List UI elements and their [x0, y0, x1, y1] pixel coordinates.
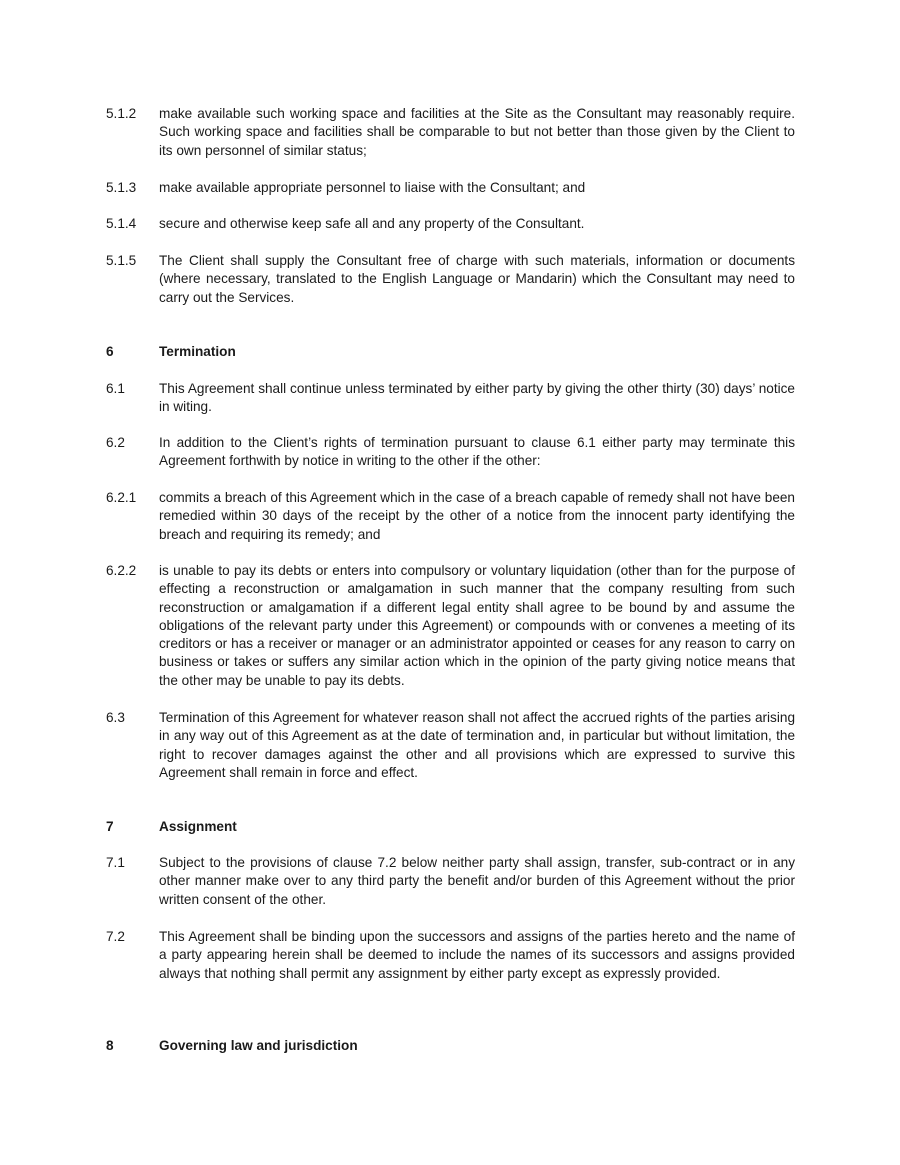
- clause-text: commits a breach of this Agreement which in the case of a breach capable of remedy shall not have been remedied within 30 days of the receipt by the other of a notice from the innocent party identifying the breach and requiring its remedy; and: [159, 490, 795, 542]
- clause-text: In addition to the Client’s rights of termination pursuant to clause 6.1 either party may terminate this Agreement forthwith by notice in writing to the other if the other:: [159, 435, 795, 469]
- section-heading-termination: [106, 343, 795, 361]
- clause-6-1: [106, 380, 795, 417]
- clause-text: This Agreement shall be binding upon the successors and assigns of the parties hereto and the name of a party appearing herein shall be deemed to include the names of its successors and assigns provided always that nothing shall permit any assignment by either party except as expressly provided.: [159, 929, 795, 981]
- clause-6-2-2: [106, 562, 795, 690]
- clause-6-2-1: [106, 489, 795, 544]
- clause-number: 7.2: [106, 929, 125, 944]
- section-title: Termination: [159, 344, 236, 359]
- clause-text: Termination of this Agreement for whatever reason shall not affect the accrued rights of the parties arising in any way out of this Agreement as at the date of termination and, in particular but without limitation, the right to recover damages against the other and all provisions which are expressed to survive this Agreement shall remain in force and effect.: [159, 710, 795, 780]
- clause-number: 5.1.3: [106, 180, 137, 195]
- clause-text: This Agreement shall continue unless terminated by either party by giving the other thirty (30) days’ notice in witing.: [159, 381, 795, 415]
- section-number: 7: [106, 819, 114, 834]
- section-number: 6: [106, 344, 114, 359]
- clause-text: is unable to pay its debts or enters into compulsory or voluntary liquidation (other than for the purpose of effecting a reconstruction or amalgamation in such manner that the company resulting from such reconstruction or amalgamation if a different legal entity shall agree to be bound by and assume the obligations of the relevant party under this Agreement) or compounds with or convenes a meeting of its creditors or has a receiver or manager or an administrator appointed or ceases for any reason to carry on business or takes or suffers any similar action which in the opinion of the party giving notice means that the other may be unable to pay its debts.: [159, 563, 795, 688]
- clause-number: 6.3: [106, 710, 125, 725]
- clause-number: 5.1.2: [106, 106, 137, 121]
- clause-7-1: [106, 854, 795, 909]
- clause-5-1-3: [106, 179, 795, 197]
- section-heading-governing-law: [106, 1037, 795, 1055]
- clause-text: The Client shall supply the Consultant free of charge with such materials, information or documents (where necessary, translated to the English Language or Mandarin) which the Consultant may need to carry out the Services.: [159, 253, 795, 305]
- clause-text: secure and otherwise keep safe all and any property of the Consultant.: [159, 216, 585, 231]
- clause-number: 5.1.4: [106, 216, 137, 231]
- section-title: Governing law and jurisdiction: [159, 1038, 358, 1053]
- clause-6-2: [106, 434, 795, 471]
- section-title: Assignment: [159, 819, 237, 834]
- clause-5-1-2: [106, 105, 795, 160]
- section-heading-assignment: [106, 818, 795, 836]
- clause-number: 5.1.5: [106, 253, 137, 268]
- clause-number: 6.1: [106, 381, 125, 396]
- clause-number: 6.2.1: [106, 490, 137, 505]
- clause-text: make available such working space and facilities at the Site as the Consultant may reasonably require. Such working space and facilities shall be comparable to but not better than those given by the Client to its own personnel of similar status;: [159, 106, 795, 158]
- clause-number: 7.1: [106, 855, 125, 870]
- section-number: 8: [106, 1038, 114, 1053]
- clause-7-2: [106, 928, 795, 983]
- clause-5-1-5: [106, 252, 795, 307]
- clause-number: 6.2: [106, 435, 125, 450]
- clause-text: Subject to the provisions of clause 7.2 below neither party shall assign, transfer, sub-contract or in any other manner make over to any third party the benefit and/or burden of this Agreement without the prior written consent of the other.: [159, 855, 795, 907]
- clause-number: 6.2.2: [106, 563, 137, 578]
- clause-6-3: [106, 709, 795, 782]
- clause-text: make available appropriate personnel to liaise with the Consultant; and: [159, 180, 586, 195]
- clause-5-1-4: [106, 215, 795, 233]
